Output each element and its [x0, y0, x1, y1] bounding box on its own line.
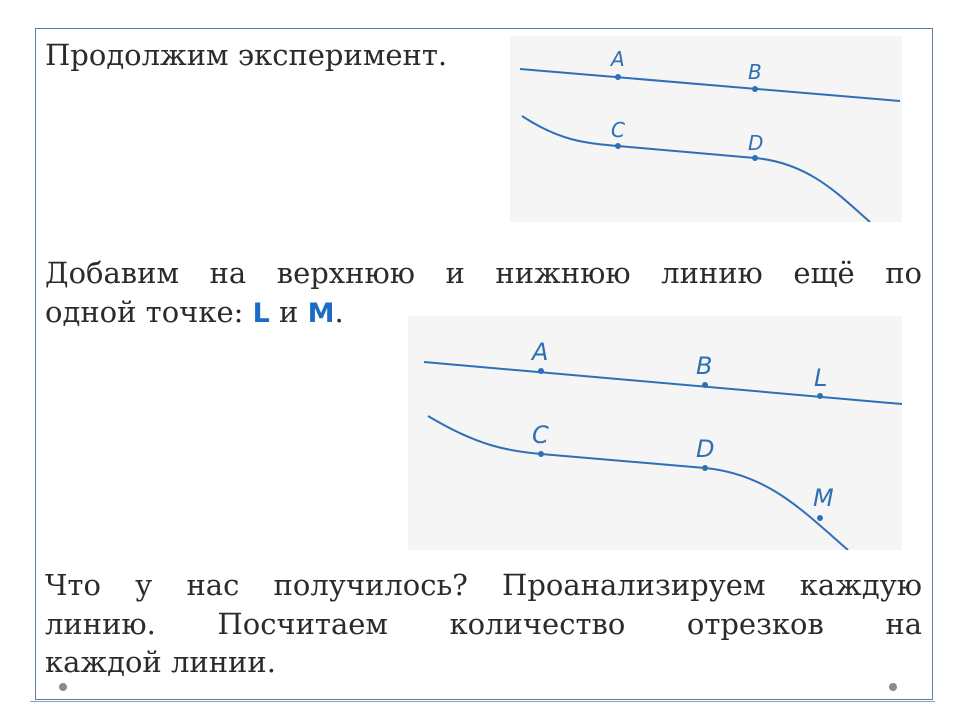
point-d	[752, 155, 758, 161]
and-word: и	[279, 294, 299, 329]
label-d: D	[748, 131, 764, 155]
point-a	[615, 74, 621, 80]
decorative-dot-left	[59, 683, 67, 691]
add-points-prefix: одной точке:	[45, 294, 253, 329]
label-c: C	[611, 118, 625, 142]
label-a: A	[611, 47, 625, 71]
point-a	[538, 368, 544, 374]
bottom-curve	[522, 116, 870, 222]
point-l	[817, 393, 823, 399]
bottom-divider	[30, 701, 935, 702]
intro-text: Продолжим эксперимент.	[45, 38, 448, 72]
point-d	[702, 465, 708, 471]
decorative-dot-right	[889, 683, 897, 691]
point-m	[817, 515, 823, 521]
label-b: B	[748, 60, 762, 84]
point-c	[538, 451, 544, 457]
analysis-line-3: каждой линии.	[45, 645, 276, 680]
figure-lines-abcd	[510, 36, 902, 222]
label-b: B	[696, 352, 713, 380]
label-a: A	[532, 338, 549, 366]
point-b	[752, 86, 758, 92]
analysis-line-1: Что у нас получилось? Проанализируем каждую	[45, 568, 922, 602]
paragraph-intro	[45, 36, 447, 75]
top-line	[520, 69, 900, 101]
label-c: C	[532, 421, 549, 449]
analysis-line-2: линию. Посчитаем количество отрезков на	[45, 606, 922, 641]
add-points-line-1: Добавим на верхнюю и нижнюю линию ещё по	[45, 256, 922, 290]
label-m: M	[813, 484, 834, 512]
point-c	[615, 143, 621, 149]
figure-2-svg	[408, 316, 902, 550]
point-l-name: L	[252, 297, 270, 329]
bottom-curve	[428, 416, 848, 550]
figure-lines-abl-cdm	[408, 316, 902, 550]
label-l: L	[814, 364, 828, 392]
top-line	[424, 362, 902, 404]
figure-1-svg	[510, 36, 902, 222]
paragraph-analysis	[45, 566, 922, 682]
period: .	[334, 294, 344, 329]
add-points-line-2	[45, 295, 344, 329]
label-d: D	[696, 435, 715, 463]
point-m-name: M	[307, 297, 335, 329]
point-b	[702, 382, 708, 388]
